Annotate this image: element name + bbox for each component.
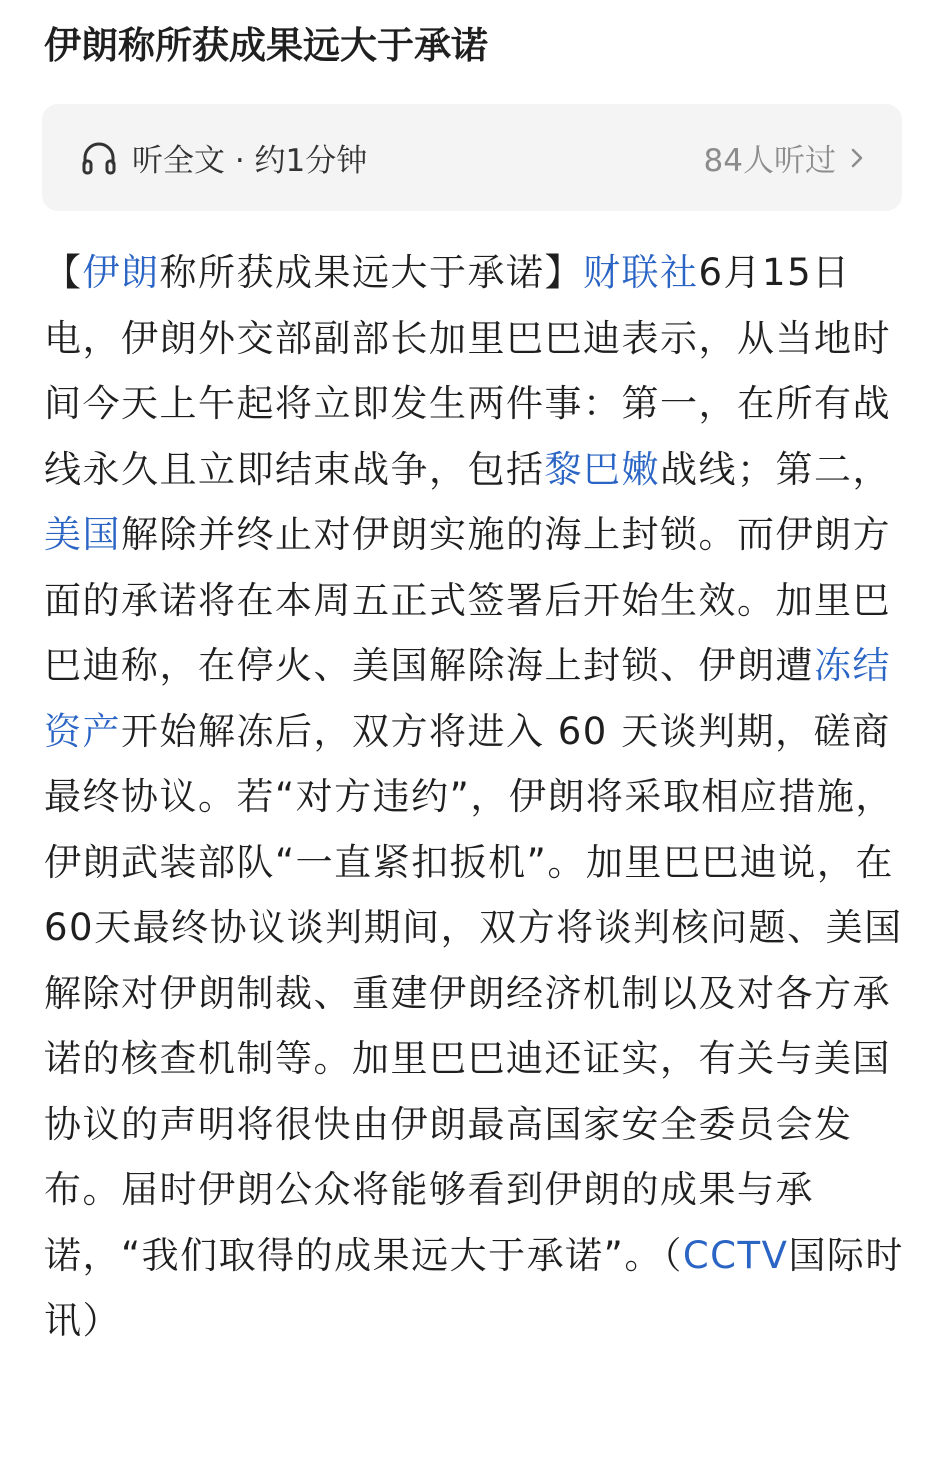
chevron-right-icon bbox=[848, 147, 866, 169]
headphones-icon bbox=[80, 139, 118, 177]
article-text: 6月15日电，伊朗外交部副部长加里巴巴迪表示，从当地时间今天上午起将立即发生两件事：第一，在所有战线永久且立即结束战争，包括 bbox=[44, 251, 891, 491]
article-text: 国际时讯） bbox=[44, 1233, 904, 1342]
listen-count: 84人听过 bbox=[703, 143, 836, 179]
listen-left-group[interactable] bbox=[80, 104, 367, 211]
listen-count-group[interactable] bbox=[704, 104, 866, 211]
article-text: 战线；第二， bbox=[660, 447, 891, 491]
entity-link[interactable]: 美国 bbox=[44, 513, 121, 556]
entity-link[interactable]: CCTV bbox=[682, 1233, 789, 1277]
article-text: 称所获成果远大于承诺】 bbox=[159, 251, 583, 294]
article-text: 解除并终止对伊朗实施的海上封锁。而伊朗方面的承诺将在本周五正式签署后开始生效。加里巴巴迪称，在停火、美国解除海上封锁、伊朗遭 bbox=[44, 513, 891, 687]
entity-link[interactable]: 黎巴嫩 bbox=[544, 447, 660, 491]
listen-label: 听全文 · 约1分钟 bbox=[132, 143, 368, 179]
article-body bbox=[44, 240, 904, 1354]
article-title: 伊朗称所获成果远大于承诺 bbox=[44, 24, 488, 67]
entity-link[interactable]: 冻结资产 bbox=[44, 644, 891, 753]
entity-link[interactable]: 伊朗 bbox=[82, 251, 160, 294]
article-text: 【 bbox=[44, 251, 83, 294]
listen-full-article-bar[interactable] bbox=[42, 104, 902, 211]
entity-link[interactable]: 财联社 bbox=[583, 251, 699, 294]
article-text: 开始解冻后，双方将进入 60 天谈判期，磋商最终协议。若“对方违约”，伊朗将采取相应措施，伊朗武装部队“一直紧扣扳机”。加里巴巴迪说，在60天最终协议谈判期间，双方将谈判核问题、美国解除对伊朗制裁、重建伊朗经济机制以及对各方承诺的核查机制等。加里巴巴迪还证实，有关与美国协议的声明将很快由伊朗最高国家安全委员会发布。届时伊朗公众将能够看到伊朗的成果与承诺，“我们取得的成果远大于承诺”。（ bbox=[44, 709, 903, 1277]
